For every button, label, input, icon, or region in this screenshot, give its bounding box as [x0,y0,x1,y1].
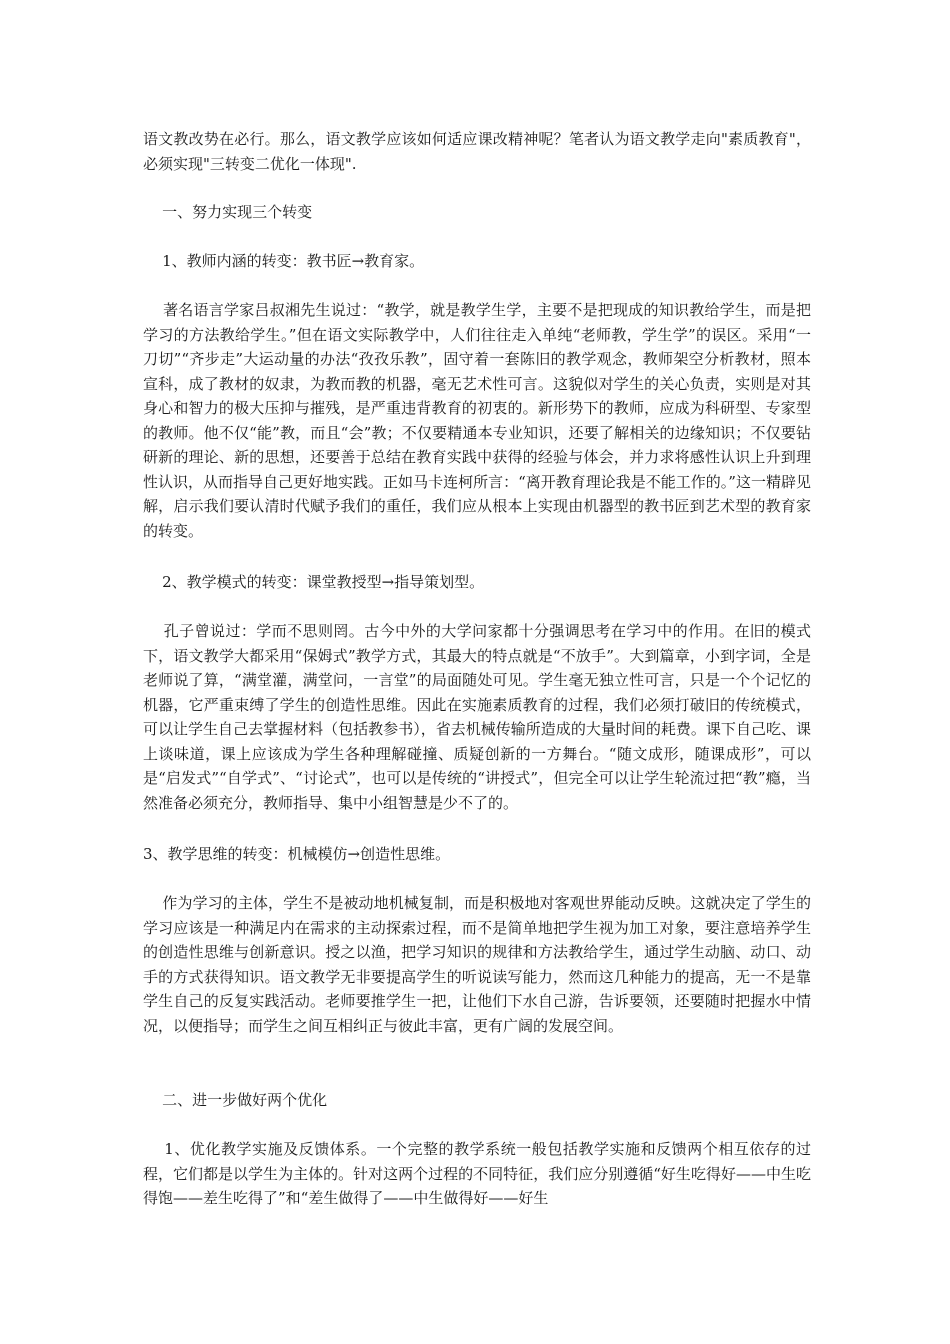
intro-paragraph: 语文教改势在必行。那么，语文教学应该如何适应课改精神呢？笔者认为语文教学走向"素质教育"，必须实现"三转变二优化一体现". [143,130,811,173]
section-1-item-3-heading: 3、教学思维的转变：机械模仿→创造性思维。 [143,845,451,863]
section-1-item-2-heading: 2、教学模式的转变：课堂教授型→指导策划型。 [143,573,485,591]
section-2-heading: 二、进一步做好两个优化 [143,1091,328,1109]
section-1-item-2-paragraph: 孔子曾说过：学而不思则罔。古今中外的大学问家都十分强调思考在学习中的作用。在旧的模式下，语文教学大都采用“保姆式”教学方式，其最大的特点就是“不放手”。大到篇章，小到字词，全是老师说了算，“满堂灌，满堂问，一言堂”的局面随处可见。学生毫无独立性可言，只是一个个记忆的机器，它严重束缚了学生的创造性思维。因此在实施素质教育的过程，我们必须打破旧的传统模式，可以让学生自己去掌握材料（包括教参书），省去机械传输所造成的大量时间的耗费。课下自己吃、课上谈味道，课上应该成为学生各种理解碰撞、质疑创新的一方舞台。“随文成形，随课成形”，可以是“启发式”“自学式”、“讨论式”，也可以是传统的“讲授式”，但完全可以让学生轮流过把“教”瘾，当然准备必须充分，教师指导、集中小组智慧是少不了的。 [143,622,811,812]
section-1-item-1-heading: 1、教师内涵的转变：教书匠→教育家。 [143,252,425,270]
section-1-item-3-paragraph: 作为学习的主体，学生不是被动地机械复制，而是积极地对客观世界能动反映。这就决定了学生的学习应该是一种满足内在需求的主动探索过程，而不是简单地把学生视为加工对象，要注意培养学生的创造性思维与创新意识。授之以渔，把学习知识的规律和方法教给学生，通过学生动脑、动口、动手的方式获得知识。语文教学无非要提高学生的听说读写能力，然而这几种能力的提高，无一不是靠学生自己的反复实践活动。老师要推学生一把，让他们下水自己游，告诉要领，还要随时把握水中情况，以便指导；而学生之间互相纠正与彼此丰富，更有广阔的发展空间。 [143,894,811,1035]
section-2-item-1-paragraph: 1、优化教学实施及反馈体系。一个完整的教学系统一般包括教学实施和反馈两个相互依存的过程，它们都是以学生为主体的。针对这两个过程的不同特征，我们应分别遵循“好生吃得好——中生吃得饱——差生吃得了”和“差生做得了——中生做得好——好生 [143,1140,811,1207]
section-1-heading: 一、努力实现三个转变 [143,203,313,221]
section-1-item-1-paragraph: 著名语言学家吕叔湘先生说过：“教学，就是教学生学，主要不是把现成的知识教给学生，而是把学习的方法教给学生。”但在语文实际教学中，人们往往走入单纯“老师教，学生学”的误区。采用“一刀切”“齐步走”大运动量的办法“孜孜乐教”，固守着一套陈旧的教学观念，教师架空分析教材，照本宣科，成了教材的奴隶，为教而教的机器，毫无艺术性可言。这貌似对学生的关心负责，实则是对其身心和智力的极大压抑与摧残，是严重违背教育的初衷的。新形势下的教师，应成为科研型、专家型的教师。他不仅“能”教，而且“会”教；不仅要精通本专业知识，还要了解相关的边缘知识；不仅要钻研新的理论、新的思想，还要善于总结在教育实践中获得的经验与体会，并力求将感性认识上升到理性认识，从而指导自己更好地实践。正如马卡连柯所言：“离开教育理论我是不能工作的。”这一精辟见解，启示我们要认清时代赋予我们的重任，我们应从根本上实现由机器型的教书匠到艺术型的教育家的转变。 [143,301,811,540]
